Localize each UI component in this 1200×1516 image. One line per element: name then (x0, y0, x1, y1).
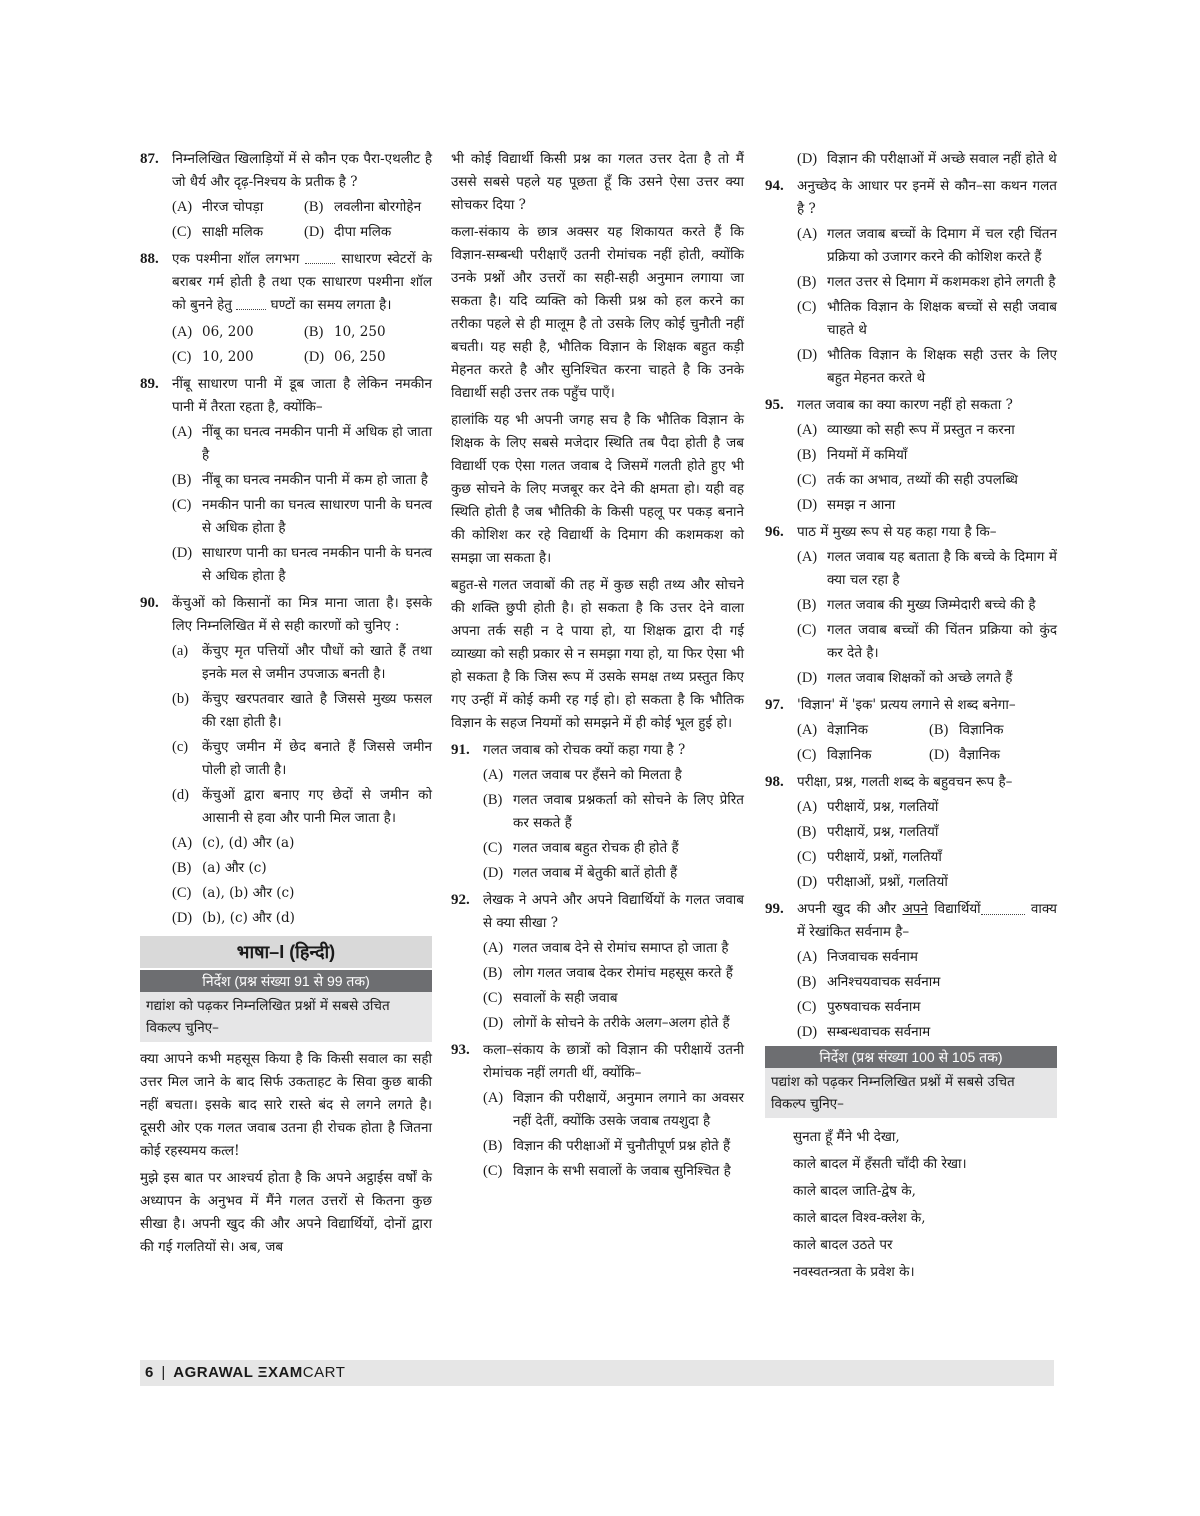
passage-paragraph: बहुत-से गलत जवाबों की तह में कुछ सही तथ्य और सोचने की शक्ति छुपी होती है। हो सकता है कि उत्तर देने वाला अपना तर्क सही न दे पाया हो, या शिक्षक द्वारा दी गई व्याख्या को सही प्रकार से न समझा गया हो, या फिर ऐसा भी हो सकता है कि जिस रूप में उसके समक्ष तथ्य प्रस्तुत किए गए उन्हीं में कोई कमी रह गई हो। हो सकता है कि भौतिक विज्ञान के सहज नियमों को समझने में ही कोई भूल हुई हो। (451, 577, 744, 731)
option-d[interactable]: (D) भौतिक विज्ञान के शिक्षक सही उत्तर के लिए बहुत मेहनत करते थे (797, 347, 1057, 386)
question-98 (765, 771, 1057, 794)
question-text: परीक्षा, प्रश्न, गलती शब्द के बहुवचन रूप है– (797, 774, 1013, 790)
brand-logo-suffix: CART (302, 1364, 346, 1381)
question-text: लेखक ने अपने और अपने विद्यार्थियों के गलत जवाब से क्या सीखा ? (483, 892, 744, 931)
options-grid (140, 346, 432, 369)
option-d[interactable]: (D) समझ न आना (797, 497, 896, 513)
question-number: 87. (140, 151, 159, 167)
direction-text: गद्यांश को पढ़कर निम्नलिखित प्रश्नों में सबसे उचित विकल्प चुनिए– (140, 992, 432, 1042)
option-b[interactable]: (B) लोग गलत जवाब देकर रोमांच महसूस करते हैं (483, 965, 733, 981)
option-c[interactable]: (C) 10, 200 (172, 349, 254, 365)
option-b[interactable]: (B) विज्ञानिक (929, 722, 1004, 738)
question-number: 90. (140, 595, 159, 611)
option-a[interactable]: (A) निजवाचक सर्वनाम (797, 949, 918, 965)
question-88: 88. एक पश्मीना शॉल लगभग साधारण स्वेटरों के बराबर गर्म होती है तथा एक साधारण पश्मीना शॉल को बुनने हेतु घण्टों का समय लगता है। (140, 248, 432, 317)
section-title: भाषा–I (हिन्दी) (140, 936, 432, 968)
underlined-pronoun: अपने (902, 901, 928, 917)
passage-paragraph: भी कोई विद्यार्थी किसी प्रश्न का गलत उत्तर देता है तो मैं उससे सबसे पहले यह पूछता हूँ कि उसने ऐसा उत्तर क्या सोचकर दिया ? (451, 151, 744, 213)
column-left (140, 148, 432, 1263)
question-89 (140, 373, 432, 419)
statement-b: (b) केंचुए खरपतवार खाते है जिससे मुख्य फसल की रक्षा होती है। (172, 691, 432, 730)
question-94 (765, 175, 1057, 221)
option-c[interactable]: (C) विज्ञानिक (797, 747, 872, 763)
poem-line: काले बादल जाति-द्वेष के, (793, 1183, 916, 1199)
option-c[interactable]: (C) (a), (b) और (c) (172, 885, 295, 901)
direction-heading: निर्देश (प्रश्न संख्या 91 से 99 तक) (140, 970, 432, 992)
question-number: 92. (451, 892, 470, 908)
footer-separator: | (161, 1364, 166, 1381)
option-c[interactable]: (C) विज्ञान के सभी सवालों के जवाब सुनिश्चित है (483, 1163, 731, 1179)
option-c[interactable]: (C) तर्क का अभाव, तथ्यों की सही उपलब्धि (797, 472, 1018, 488)
option-d[interactable]: (D) लोगों के सोचने के तरीके अलग–अलग होते हैं (483, 1015, 730, 1031)
question-87 (140, 148, 432, 194)
option-c[interactable]: (C) नमकीन पानी का घनत्व साधारण पानी के घनत्व से अधिक होता है (172, 497, 432, 536)
blank-line (236, 302, 266, 310)
option-d[interactable]: (D) विज्ञान की परीक्षाओं में अच्छे सवाल नहीं होते थे (797, 151, 1057, 167)
direction-heading: निर्देश (प्रश्न संख्या 100 से 105 तक) (765, 1046, 1057, 1068)
question-text: नींबू साधारण पानी में डूब जाता है लेकिन नमकीन पानी में तैरता रहता है, क्योंकि– (172, 376, 432, 415)
question-number: 88. (140, 251, 159, 267)
question-number: 98. (765, 774, 784, 790)
question-90 (140, 592, 432, 638)
passage-paragraph: कला-संकाय के छात्र अक्सर यह शिकायत करते हैं कि विज्ञान-सम्बन्धी परीक्षाएँ उतनी रोमांचक नहीं होती, क्योंकि उनके प्रश्नों और उत्तरों का सही-सही अनुमान लगाया जा सकता है। यदि व्यक्ति को किसी प्रश्न को हल करने का तरीका पहले से ही मालूम है तो उसके लिए कोई चुनौती नहीं बचती। यह सही है, भौतिक विज्ञान के शिक्षक बहुत कड़ी मेहनत करते है और सुनिश्चित करना चाहते है कि उनके विद्यार्थी सही उत्तर तक पहुँच पाएँ। (451, 224, 744, 401)
option-b[interactable]: (B) विज्ञान की परीक्षाओं में चुनौतीपूर्ण प्रश्न होते हैं (483, 1138, 731, 1154)
option-a[interactable]: (A) 06, 200 (172, 324, 254, 340)
question-number: 89. (140, 376, 159, 392)
column-right (765, 148, 1057, 1286)
option-c[interactable]: (C) पुरुषवाचक सर्वनाम (797, 999, 921, 1015)
statement-d: (d) केंचुओं द्वारा बनाए गए छेदों से जमीन को आसानी से हवा और पानी मिल जाता है। (172, 787, 432, 826)
question-text: अनुच्छेद के आधार पर इनमें से कौन–सा कथन गलत है ? (797, 178, 1057, 217)
option-d[interactable]: (D) साधारण पानी का घनत्व नमकीन पानी के घनत्व से अधिक होता है (172, 545, 432, 584)
option-d[interactable]: (D) 06, 250 (304, 349, 386, 365)
question-number: 96. (765, 524, 784, 540)
question-text: केंचुओं को किसानों का मित्र माना जाता है। इसके लिए निम्नलिखित में से सही कारणों को चुनिए : (172, 595, 432, 634)
option-d[interactable]: (D) दीपा मलिक (304, 224, 392, 240)
question-text: 'विज्ञान' में 'इक' प्रत्यय लगाने से शब्द बनेगा– (797, 697, 1016, 713)
options-grid (140, 321, 432, 344)
question-93 (451, 1039, 744, 1085)
option-b[interactable]: (B) गलत जवाब की मुख्य जिम्मेदारी बच्चे की है (797, 597, 1036, 613)
question-text: गलत जवाब का क्या कारण नहीं हो सकता ? (797, 397, 1013, 413)
option-a[interactable]: (A) वेज्ञानिक (797, 722, 869, 738)
option-d[interactable]: (D) वैज्ञानिक (929, 747, 1001, 763)
option-d[interactable]: (D) (b), (c) और (d) (172, 910, 295, 926)
passage-paragraph: मुझे इस बात पर आश्चर्य होता है कि अपने अट्ठाईस वर्षों के अध्यापन के अनुभव में मैंने गलत उत्तरों से कितना कुछ सीखा है। अपनी खुद की और अपने विद्यार्थियों, दोनों द्वारा की गई गलतियों से। अब, जब (140, 1170, 432, 1255)
question-92 (451, 889, 744, 935)
question-number: 99. (765, 901, 784, 917)
passage-paragraph: क्या आपने कभी महसूस किया है कि किसी सवाल का सही उत्तर मिल जाने के बाद सिर्फ उकताहट के सिवा कुछ बाकी नहीं बचता। इसके बाद सारे रास्ते बंद से लगने लगते है। दूसरी ओर एक गलत जवाब उतना ही रोचक होता है जितना कोई रहस्यमय कत्ल! (140, 1051, 432, 1159)
poem-line: काले बादल विश्व-क्लेश के, (793, 1210, 926, 1226)
option-d[interactable]: (D) सम्बन्धवाचक सर्वनाम (797, 1024, 931, 1040)
option-d[interactable]: (D) गलत जवाब शिक्षकों को अच्छे लगते हैं (797, 670, 1013, 686)
option-c[interactable]: (C) गलत जवाब बहुत रोचक ही होते हैं (483, 840, 679, 856)
option-b[interactable]: (B) गलत जवाब प्रश्नकर्ता को सोचने के लिए प्रेरित कर सकते हैं (483, 792, 744, 831)
page-number: 6 (145, 1364, 154, 1381)
option-b[interactable]: (B) गलत उत्तर से दिमाग में कशमकश होने लगती है (797, 274, 1056, 290)
option-a[interactable]: (A) (c), (d) और (a) (172, 835, 295, 851)
direction-text: पद्यांश को पढ़कर निम्नलिखित प्रश्नों में सबसे उचित विकल्प चुनिए– (765, 1068, 1057, 1118)
question-text: गलत जवाब को रोचक क्यों कहा गया है ? (483, 742, 686, 758)
question-96 (765, 521, 1057, 544)
poem-line: नवस्वतन्त्रता के प्रवेश के। (793, 1264, 915, 1280)
question-91 (451, 739, 744, 762)
question-97 (765, 694, 1057, 717)
poem (765, 1124, 1057, 1286)
option-a[interactable]: (A) गलत जवाब पर हँसने को मिलता है (483, 767, 682, 783)
option-d[interactable]: (D) गलत जवाब में बेतुकी बातें होती हैं (483, 865, 678, 881)
option-a[interactable]: (A) गलत जवाब देने से रोमांच समाप्त हो जाता है (483, 940, 729, 956)
option-b[interactable]: (B) परीक्षायें, प्रश्न, गलतियाँ (797, 824, 939, 840)
statement-c: (c) केंचुए जमीन में छेद बनाते हैं जिससे जमीन पोली हो जाती है। (172, 739, 432, 778)
option-a[interactable]: (A) विज्ञान की परीक्षायें, अनुमान लगाने का अवसर नहीं देतीं, क्योंकि उसके जवाब तयशुदा है (483, 1090, 744, 1129)
question-number: 95. (765, 397, 784, 413)
option-a[interactable]: (A) परीक्षायें, प्रश्न, गलतियों (797, 799, 939, 815)
options-grid (765, 744, 1057, 767)
option-c[interactable]: (C) गलत जवाब बच्चों की चिंतन प्रक्रिया को कुंद कर देते है। (797, 622, 1057, 661)
question-text: पाठ में मुख्य रूप से यह कहा गया है कि– (797, 524, 997, 540)
option-a[interactable]: (A) गलत जवाब बच्चों के दिमाग में चल रही चिंतन प्रक्रिया को उजागर करने की कोशिश करते हैं (797, 226, 1057, 265)
option-c[interactable]: (C) साक्षी मलिक (172, 224, 264, 240)
question-number: 94. (765, 178, 784, 194)
option-b[interactable]: (B) 10, 250 (304, 324, 386, 340)
option-a[interactable]: (A) नींबू का घनत्व नमकीन पानी में अधिक हो जाता है (172, 424, 432, 463)
statement-a: (a) केंचुए मृत पत्तियों और पौधों को खाते हैं तथा इनके मल से जमीन उपजाऊ बनती है। (172, 643, 432, 682)
options-grid (140, 221, 432, 244)
option-b[interactable]: (B) नियमों में कमियाँ (797, 447, 908, 463)
brand-logo: AGRAWAL ΞXAM (173, 1364, 303, 1381)
question-number: 93. (451, 1042, 470, 1058)
option-a[interactable]: (A) नीरज चोपड़ा (172, 199, 264, 215)
option-a[interactable]: (A) व्याख्या को सही रूप में प्रस्तुत न करना (797, 422, 1015, 438)
blank-line (981, 905, 1025, 915)
question-number: 91. (451, 742, 470, 758)
question-number: 97. (765, 697, 784, 713)
poem-line: सुनता हूँ मैंने भी देखा, (793, 1129, 900, 1145)
question-99: 99. अपनी खुद की और अपने विद्यार्थियों वाक्य में रेखांकित सर्वनाम है– (765, 898, 1057, 944)
question-text: निम्नलिखित खिलाड़ियों में से कौन एक पैरा-एथलीट है जो धैर्य और दृढ़-निश्चय के प्रतीक है ? (172, 151, 432, 190)
option-b[interactable]: (B) अनिश्चयवाचक सर्वनाम (797, 974, 941, 990)
page-footer (140, 1360, 1054, 1386)
option-d[interactable]: (D) परीक्षाओं, प्रश्नों, गलतियों (797, 874, 948, 890)
column-middle (451, 148, 744, 1185)
option-b[interactable]: (B) (a) और (c) (172, 860, 267, 876)
option-b[interactable]: (B) लवलीना बोरगोहेन (304, 199, 422, 215)
option-a[interactable]: (A) गलत जवाब यह बताता है कि बच्चे के दिमाग में क्या चल रहा है (797, 549, 1057, 588)
options-grid (140, 196, 432, 219)
blank-line (305, 256, 335, 264)
options-grid (765, 719, 1057, 742)
passage-paragraph: हालांकि यह भी अपनी जगह सच है कि भौतिक विज्ञान के शिक्षक के लिए सबसे मजेदार स्थिति तब पैदा होती है जब विद्यार्थी एक ऐसा गलत जवाब दे जिसमें गलती होते हुए भी कुछ सोचने के लिए मजबूर कर देने की क्षमता हो। यही वह स्थिति होती है जब भौतिकी के किसी पहलू पर पकड़ बनाने की कोशिश कर रहे विद्यार्थी के दिमाग की कशमकश को समझा जा सकता है। (451, 412, 744, 566)
poem-line: काले बादल उठते पर (793, 1237, 893, 1253)
option-c[interactable]: (C) सवालों के सही जवाब (483, 990, 618, 1006)
poem-line: काले बादल में हँसती चाँदी की रेखा। (793, 1156, 967, 1172)
option-c[interactable]: (C) परीक्षायें, प्रश्नों, गलतियाँ (797, 849, 942, 865)
option-c[interactable]: (C) भौतिक विज्ञान के शिक्षक बच्चों से सही जवाब चाहते थे (797, 299, 1057, 338)
question-95 (765, 394, 1057, 417)
option-b[interactable]: (B) नींबू का घनत्व नमकीन पानी में कम हो जाता है (172, 472, 428, 488)
question-text: कला–संकाय के छात्रों को विज्ञान की परीक्षायें उतनी रोमांचक नहीं लगती थीं, क्योंकि– (483, 1042, 744, 1081)
